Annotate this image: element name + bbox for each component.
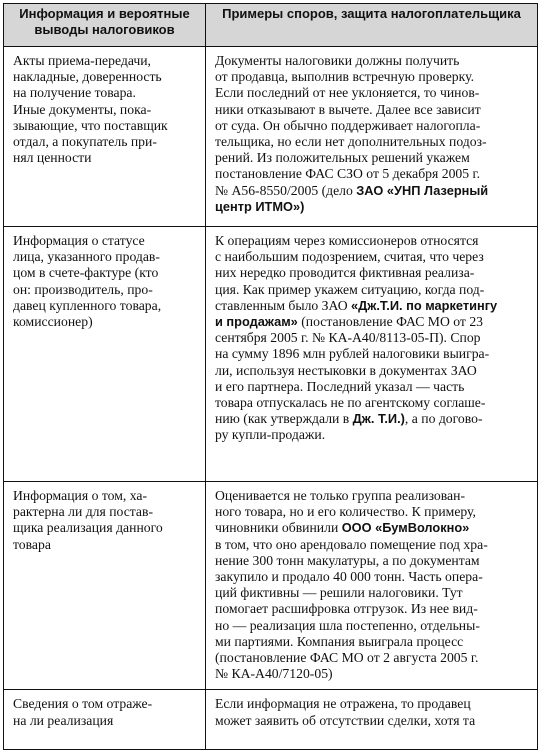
cell-line: рений. Из положительных решений укажем <box>215 150 470 166</box>
company-name: центр ИТМО») <box>215 198 305 214</box>
cell-line: он: производитель, про- <box>13 281 153 297</box>
cell-line: закупило и продало 40 000 тонн. Часть опера- <box>215 569 483 585</box>
header-left <box>4 4 206 47</box>
cell-line: лица, указанного продав- <box>13 249 160 265</box>
cell-line <box>215 183 528 199</box>
cell-line: ру купли-продажи. <box>215 427 326 443</box>
cell-line: ми партиями. Компания выиграла процесс <box>215 633 464 649</box>
cell-line: ций фиктивны — решили налоговики. Тут <box>215 585 463 601</box>
cell-line: с наибольшим подозрением, считая, что через <box>215 249 484 265</box>
cell-line: рактерна ли для постав- <box>13 504 154 520</box>
cell-line: Документы налоговики должны получить <box>215 53 460 68</box>
cell-line <box>215 520 528 536</box>
cell-line: ция. Как пример укажем ситуацию, когда под- <box>215 281 485 297</box>
table-row <box>4 227 538 482</box>
cell-text: нию (как утверждали в <box>215 411 353 427</box>
cell-line: ли, используя нестыковки в документах ЗАО <box>215 362 477 378</box>
cell-text: (постановление ФАС МО от 23 <box>297 314 484 330</box>
cell-line: Если информация не отражена, то продавец <box>215 696 471 712</box>
cell-line <box>215 199 528 215</box>
header-right: Примеры споров, защита налогоплательщика <box>206 4 538 47</box>
cell-line: (постановление ФАС МО от 2 августа 2005 г. <box>215 650 479 666</box>
table-header-row <box>4 4 538 47</box>
cell-line <box>215 298 528 314</box>
cell-line: ного товара, но и его количество. К примеру, <box>215 504 476 520</box>
row-example-cell <box>206 482 538 690</box>
cell-line: тельщика, но если нет дополнительных подоз- <box>215 134 487 150</box>
cell-line: от суда. Он обычно поддерживает налогопла- <box>215 117 481 133</box>
table-row <box>4 482 538 690</box>
cell-line: ники отказывают в вычете. Далее все зависит <box>215 101 481 117</box>
cell-line: сентября 2005 г. № КА-А40/8113-05-П). Спор <box>215 330 481 346</box>
cell-line: нение 300 тонн макулатуры, а по документам <box>215 552 480 568</box>
cell-line: Если последний от нее уклоняется, то чинов- <box>215 85 480 101</box>
cell-text: чиновники обвинили <box>215 520 342 536</box>
company-name: ЗАО «УНП Лазерный <box>356 182 489 198</box>
cell-line: Информация о том, ха- <box>13 488 148 503</box>
cell-line: Иные документы, пока- <box>13 101 152 117</box>
cell-line: постановление ФАС СЗО от 5 декабря 2005 г. <box>215 166 481 182</box>
cell-line: но — реализация шла постепенно, отдельны- <box>215 617 480 633</box>
cell-line: К операциям через комиссионеров относятся <box>215 233 479 248</box>
cell-text: ставленным было ЗАО <box>215 297 352 313</box>
cell-line: на ли реализация <box>13 712 114 728</box>
cell-line: нял ценности <box>13 150 92 166</box>
cell-text: № А56-8550/2005 (дело <box>215 182 357 198</box>
cell-line: давец купленного товара, <box>13 297 162 313</box>
company-name: ООО «БумВолокно» <box>341 520 470 536</box>
row-example-cell <box>206 227 538 482</box>
table-row <box>4 690 538 750</box>
cell-line: отдал, а покупатель при- <box>13 134 157 150</box>
cell-line: и его партнера. Последний указал — часть <box>215 378 465 394</box>
cell-line: помогает расшифровка отгрузок. Из нее вид- <box>215 601 478 617</box>
cell-line: в том, что оно арендовало помещение под хра- <box>215 536 488 552</box>
row-info-cell <box>4 690 206 750</box>
row-info-cell <box>4 227 206 482</box>
cell-line: щика реализация данного <box>13 520 163 536</box>
cell-line: Акты приема-передачи, <box>13 53 151 68</box>
cell-line: может заявить об отсутствии сделки, хотя та <box>215 712 476 728</box>
cell-line: комиссионер) <box>13 314 93 330</box>
row-example-cell <box>206 690 538 750</box>
cell-line: товара отпускалась не по агентскому соглаше- <box>215 395 486 411</box>
company-name: Дж. Т.И.) <box>352 411 405 427</box>
header-left-line: Информация и вероятные <box>19 6 190 21</box>
tax-dispute-table <box>3 3 538 750</box>
row-example-cell <box>206 47 538 227</box>
cell-line: на получение товара. <box>13 85 136 101</box>
cell-line: Сведения о том отраже- <box>13 696 153 712</box>
cell-line: на сумму 1896 млн рублей налоговики выигра- <box>215 346 490 362</box>
cell-line: товара <box>13 536 51 552</box>
cell-line: зывающие, что поставщик <box>13 117 168 133</box>
cell-line: цом в счете-фактуре (кто <box>13 265 159 281</box>
cell-line <box>215 411 528 427</box>
company-name: и продажам» <box>215 314 298 330</box>
cell-line: Оценивается не только группа реализован- <box>215 488 466 503</box>
row-info-cell <box>4 47 206 227</box>
cell-text: , а по догово- <box>404 411 483 427</box>
table-row <box>4 47 538 227</box>
row-info-cell <box>4 482 206 690</box>
cell-line: накладные, доверенность <box>13 69 162 85</box>
cell-line <box>215 314 528 330</box>
cell-line: от продавца, выполнив встречную проверку. <box>215 69 474 85</box>
header-left-line: выводы налоговиков <box>34 22 175 37</box>
company-name: «Дж.Т.И. по маркетингу <box>351 297 498 313</box>
cell-line: Информация о статусе <box>13 233 145 248</box>
cell-line: них нередко проводится фиктивная реализа- <box>215 265 475 281</box>
cell-line: № КА-А40/7120-05) <box>215 666 333 682</box>
